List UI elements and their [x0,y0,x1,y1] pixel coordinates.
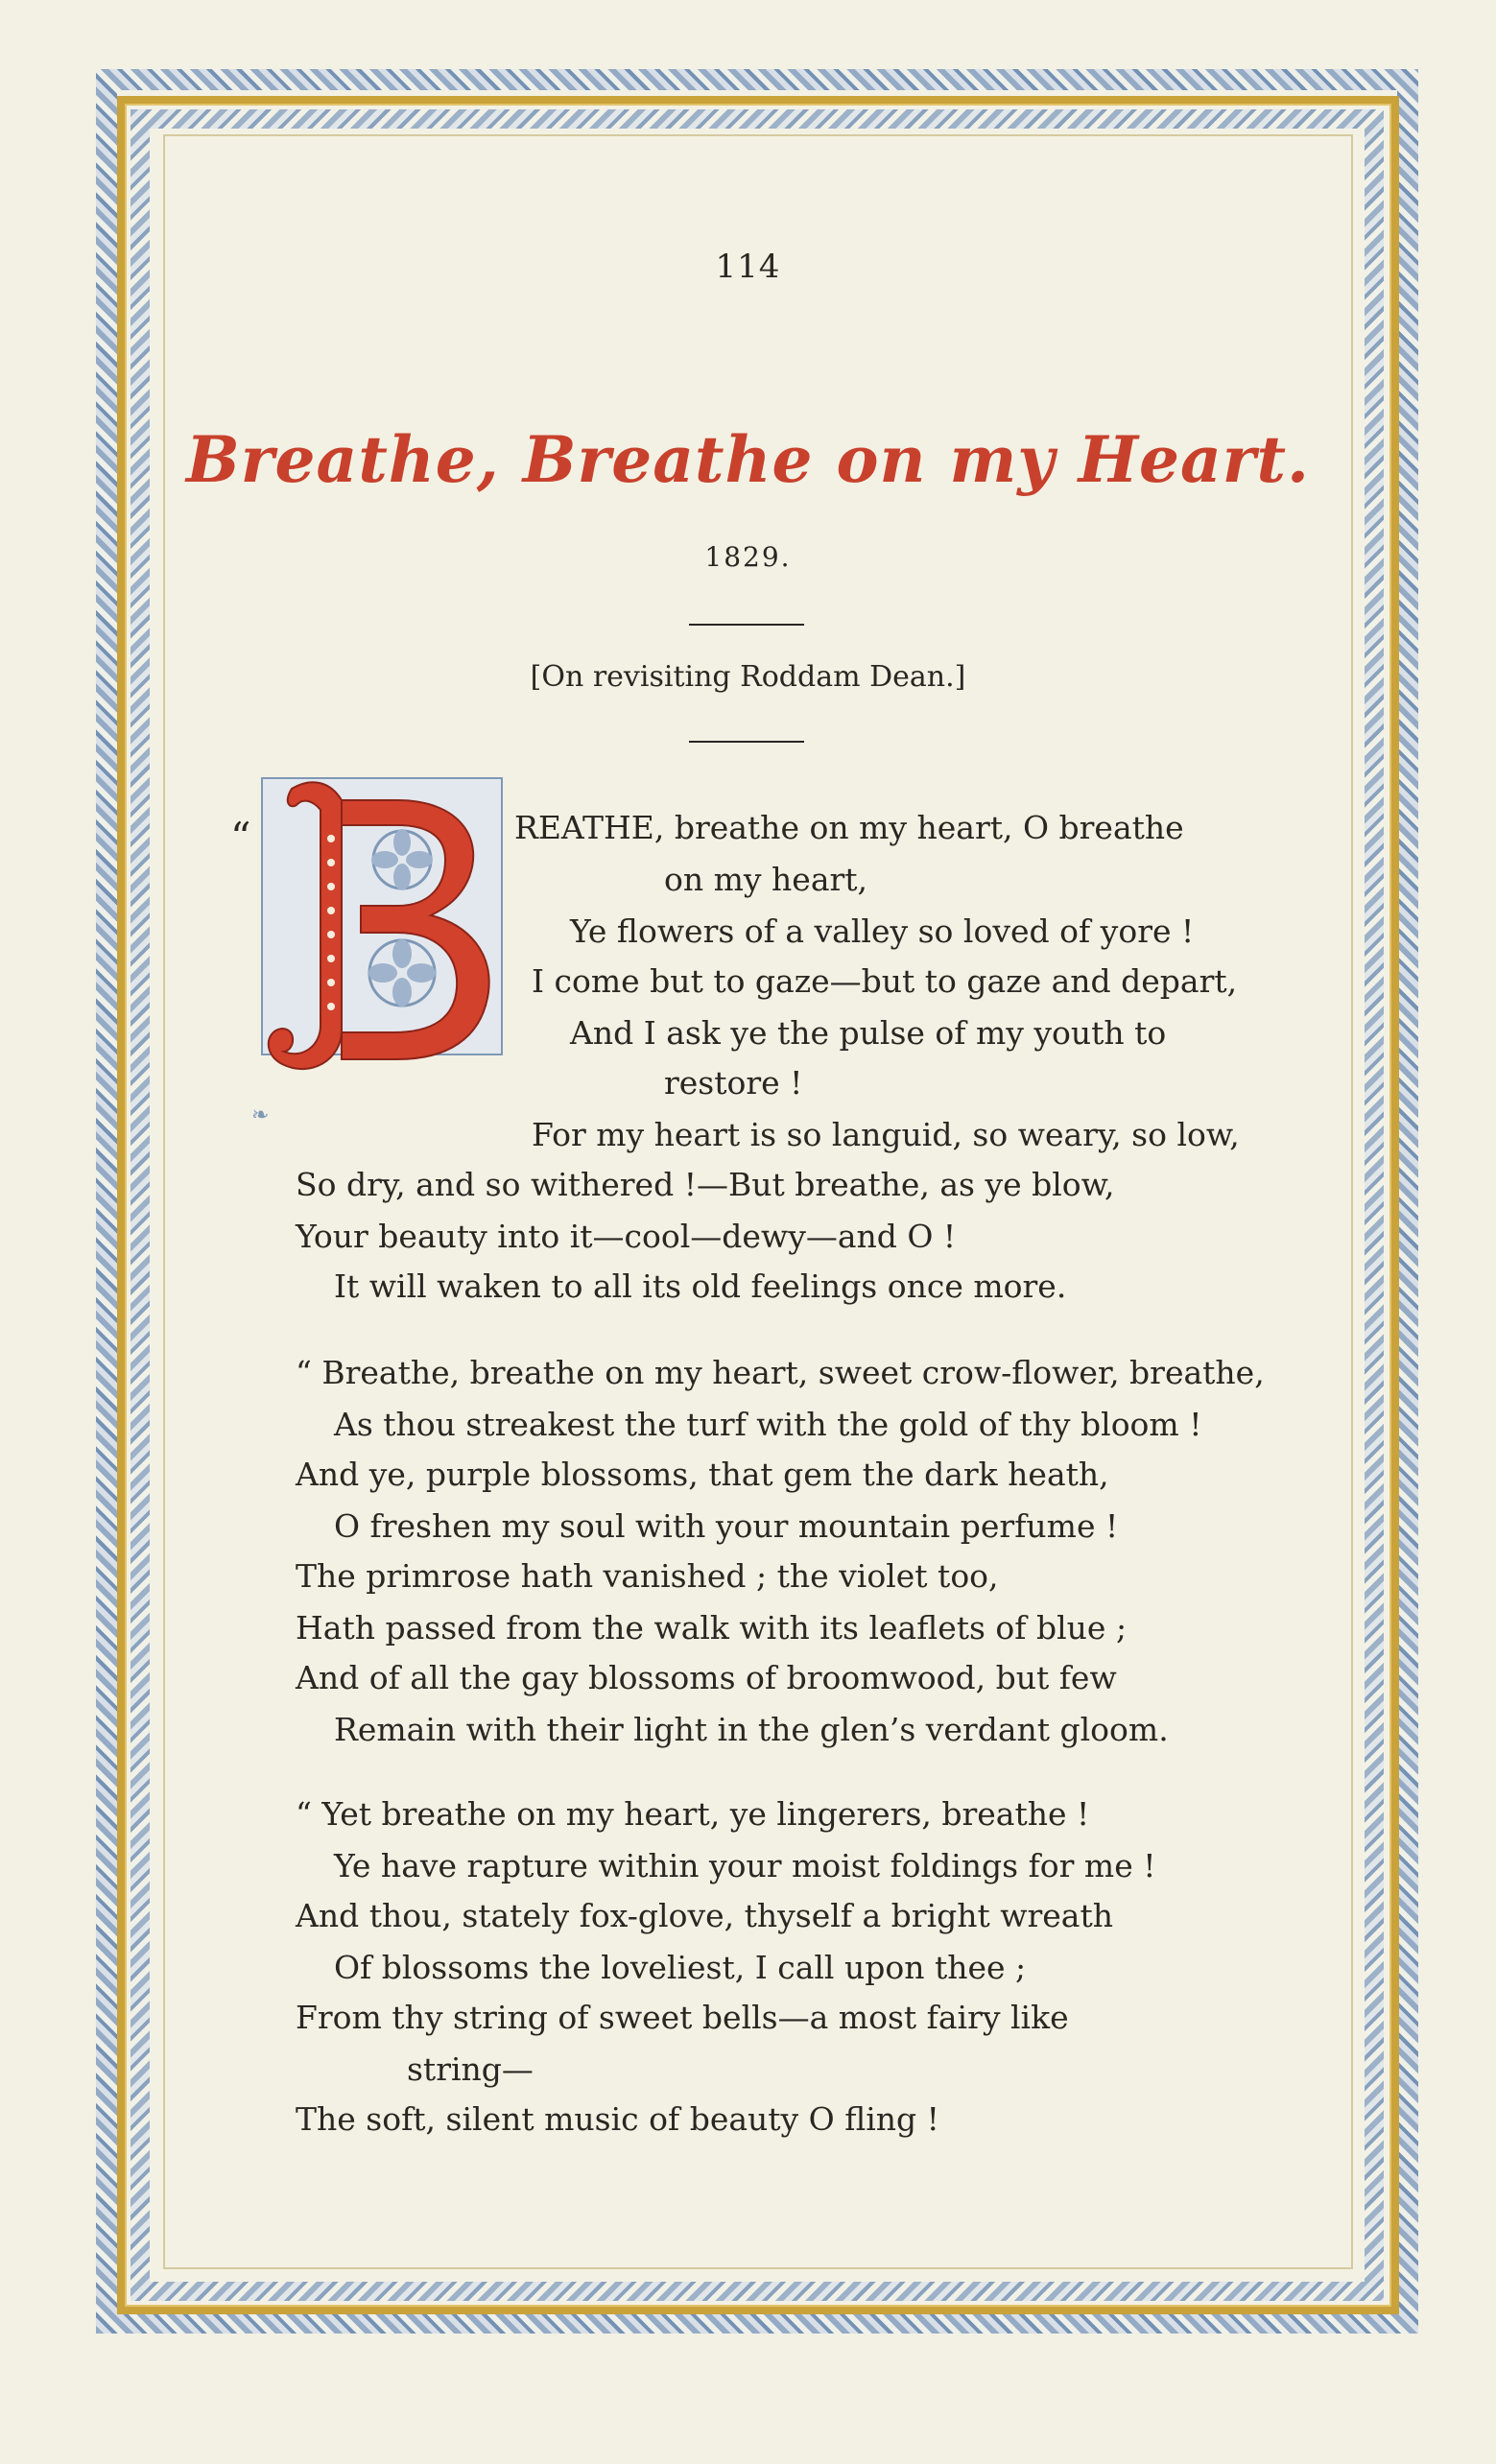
poem-line: Ye flowers of a valley so loved of yore ! [570,912,1195,950]
poem-line: Remain with their light in the glen’s verdant gloom. [334,1711,1169,1748]
poem-line: Of blossoms the loveliest, I call upon thee ; [334,1949,1027,1986]
poem-line: And ye, purple blossoms, that gem the dark heath, [296,1456,1109,1493]
divider-rule [689,741,804,743]
poem-line: As thou streakest the turf with the gold of thy bloom ! [334,1406,1202,1443]
poem-line: string— [407,2050,534,2088]
drop-cap-letter-icon [253,771,512,1107]
poem-line: I come but to gaze—but to gaze and depart, [532,962,1238,1000]
poem-line: The primrose hath vanished ; the violet too, [296,1557,999,1595]
poem-line: Your beauty into it—cool—dewy—and O ! [296,1218,957,1255]
divider-rule [689,624,804,626]
page-number: 114 [715,248,781,286]
poem-line: restore ! [664,1064,803,1102]
poem-line: Hath passed from the walk with its leaflets of blue ; [296,1609,1128,1647]
poem-line: on my heart, [664,861,868,898]
poem-line: REATHE, breathe on my heart, O breathe [514,809,1184,846]
illuminated-drop-cap [261,777,503,1055]
poem-year: 1829. [704,541,792,573]
poem-subtitle: [On revisiting Roddam Dean.] [530,660,966,694]
poem-line: For my heart is so languid, so weary, so low, [532,1116,1240,1153]
poem-line: And thou, stately fox-glove, thyself a bright wreath [296,1897,1113,1934]
poem-line: O freshen my soul with your mountain perfume ! [334,1507,1119,1545]
poem-line: Ye have rapture within your moist foldings for me ! [334,1847,1156,1884]
poem-line: So dry, and so withered !—But breathe, as ye blow, [296,1166,1115,1203]
poem-line: “ Breathe, breathe on my heart, sweet crow-flower, breathe, [296,1354,1265,1391]
poem-title: Breathe, Breathe on my Heart. [186,422,1310,497]
scroll-ornament: ❧ [251,1103,270,1127]
poem-line: And of all the gay blossoms of broomwood, but few [296,1659,1117,1696]
poem-line: And I ask ye the pulse of my youth to [570,1014,1167,1052]
poem-line: The soft, silent music of beauty O fling ! [296,2100,939,2138]
opening-quote-mark: “ [230,814,251,861]
poem-line: From thy string of sweet bells—a most fairy like [296,1999,1069,2036]
poem-line: It will waken to all its old feelings once more. [334,1268,1067,1305]
poem-line: “ Yet breathe on my heart, ye lingerers, breathe ! [296,1795,1090,1833]
